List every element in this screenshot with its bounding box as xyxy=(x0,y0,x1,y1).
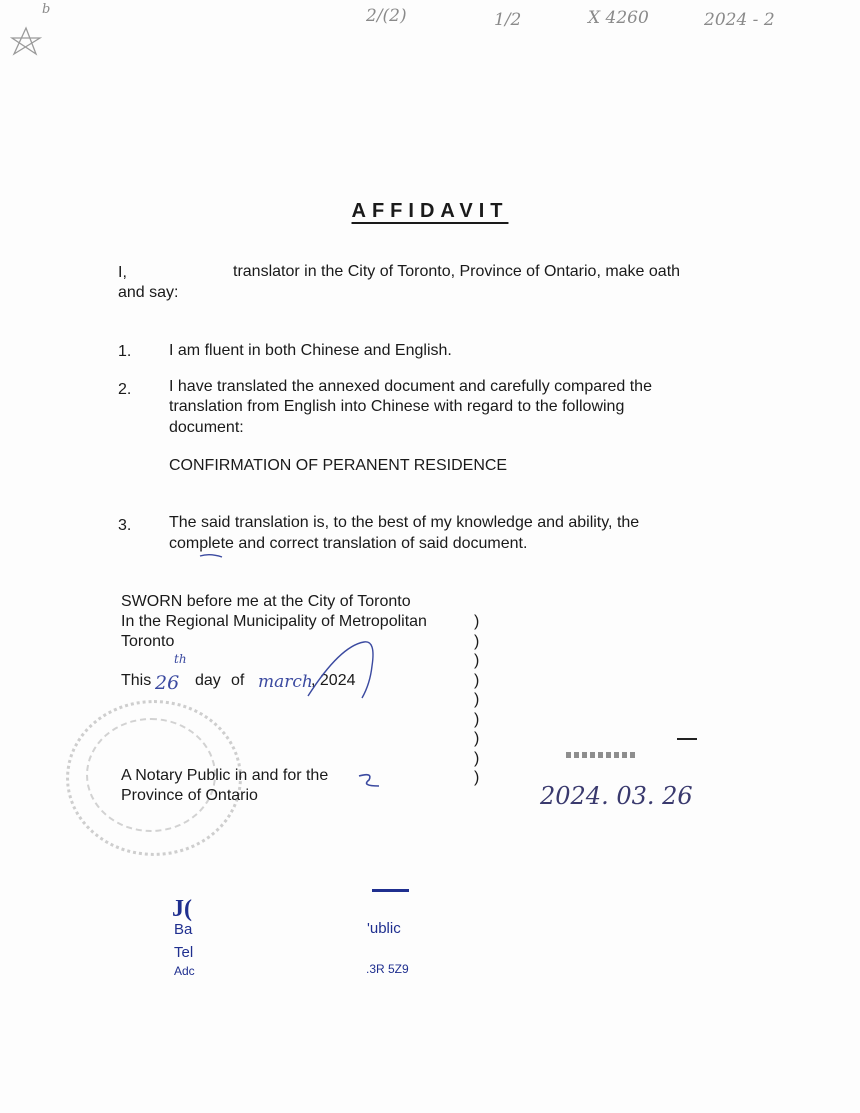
document-name: CONFIRMATION OF PERANENT RESIDENCE xyxy=(169,457,508,474)
stamp-rule xyxy=(372,889,409,892)
stamp-initial: J( xyxy=(172,896,192,922)
item-text: The said translation is, to the best of my knowledge and ability, the xyxy=(169,514,640,531)
handwritten-month: march xyxy=(258,672,313,692)
document-title: AFFIDAVIT xyxy=(351,200,509,222)
pencil-star-mark xyxy=(8,24,42,60)
stamp-line: Ba xyxy=(174,921,193,938)
stamp-line: Adc xyxy=(174,964,195,978)
item-number: 1. xyxy=(118,343,132,360)
pencil-note: b xyxy=(42,2,51,17)
handwritten-day: 26 xyxy=(155,672,180,694)
notary-line: Province of Ontario xyxy=(121,787,258,804)
sworn-line: SWORN before me at the City of Toronto xyxy=(121,593,411,610)
day-label: day xyxy=(195,672,221,689)
item-text: document: xyxy=(169,419,244,436)
stamp-line: 'ublic xyxy=(367,920,401,937)
pencil-note: 2/(2) xyxy=(366,6,407,26)
handwritten-date: 2024. 03. 26 xyxy=(540,782,693,810)
stamp-line: Tel xyxy=(174,944,194,961)
item-number: 3. xyxy=(118,517,132,534)
parentheses-column: ) ) ) ) ) ) ) ) ) xyxy=(474,613,480,786)
this-label: This xyxy=(121,672,152,689)
intro-continuation: and say: xyxy=(118,284,179,301)
item-number: 2. xyxy=(118,381,132,398)
item-text: I have translated the annexed document and carefully compared the xyxy=(169,378,652,395)
stamp-postal: .3R 5Z9 xyxy=(366,962,409,976)
signature-mark xyxy=(355,770,385,792)
item-text: translation from English into Chinese with regard to the following xyxy=(169,398,625,415)
pencil-note: 2024 - 2 xyxy=(704,10,775,30)
pencil-note: X 4260 xyxy=(588,8,649,28)
of-label: of xyxy=(231,672,245,689)
pen-tick-mark xyxy=(198,552,226,560)
signature-flourish xyxy=(300,636,380,702)
pencil-note: 1/2 xyxy=(494,10,522,30)
intro-text: translator in the City of Toronto, Province of Ontario, make oath xyxy=(233,263,681,280)
signature-line xyxy=(677,738,697,740)
notary-line: A Notary Public in and for the xyxy=(121,767,329,784)
year-label: , 2024 xyxy=(311,672,356,689)
handwritten-day-suffix: th xyxy=(174,652,187,666)
sworn-line: Toronto xyxy=(121,633,175,650)
item-text: I am fluent in both Chinese and English. xyxy=(169,342,452,359)
intro-prefix: I, xyxy=(118,264,127,281)
item-text: complete and correct translation of said document. xyxy=(169,535,528,552)
signature-name-fragment xyxy=(566,752,636,758)
sworn-line: In the Regional Municipality of Metropolitan xyxy=(121,613,427,630)
